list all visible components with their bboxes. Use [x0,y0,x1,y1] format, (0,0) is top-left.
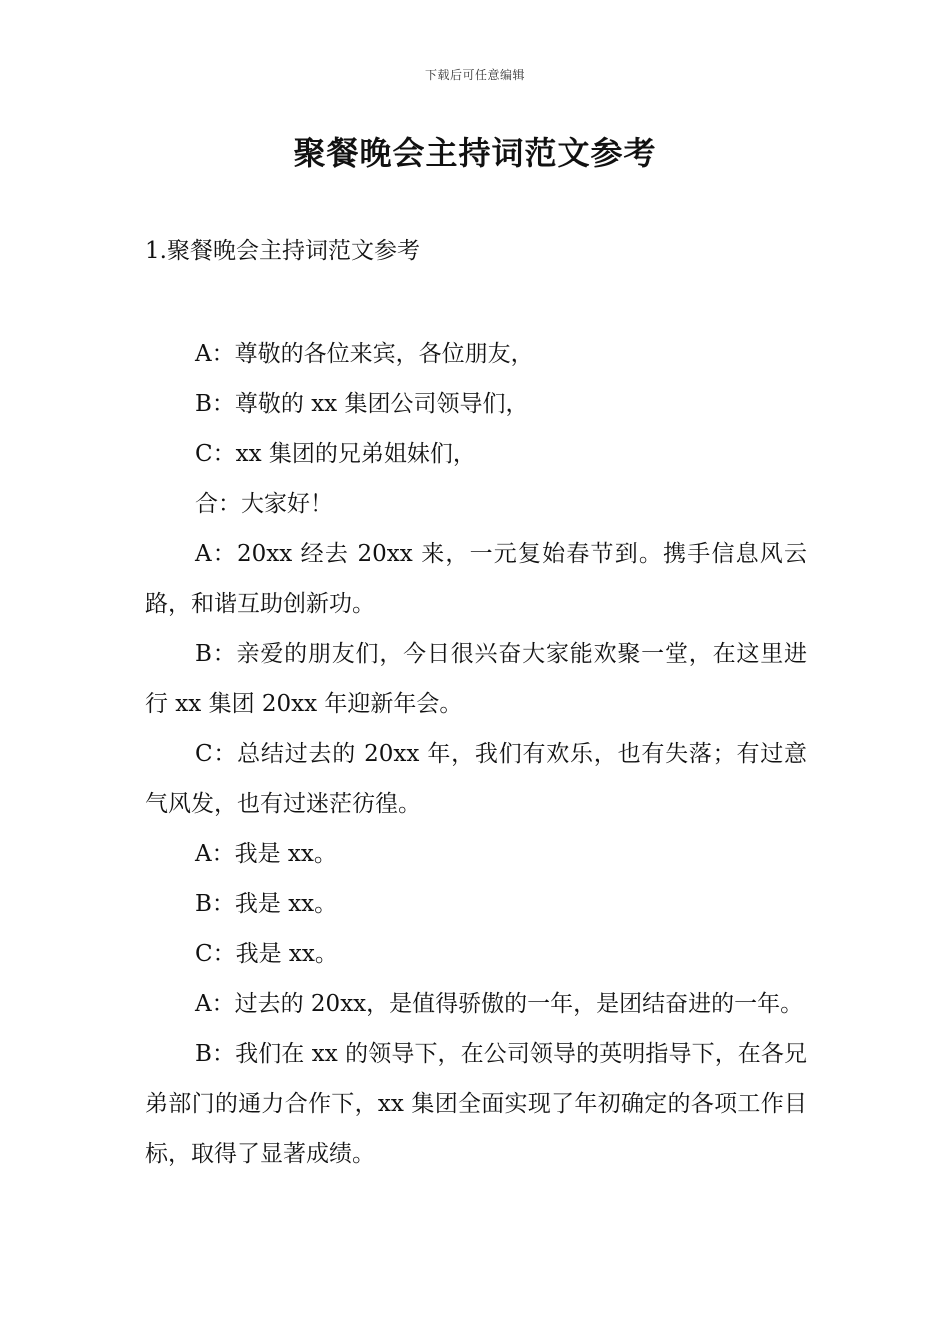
paragraph-2: B：尊敬的 xx 集团公司领导们， [195,391,529,417]
paragraph-9: B：我是 xx。 [195,891,338,917]
paragraph-10: C：我是 xx。 [195,941,338,967]
paragraph-1: A：尊敬的各位来宾，各位朋友， [195,341,534,367]
paragraph-8: A：我是 xx。 [195,841,337,867]
section-heading: 1.聚餐晚会主持词范文参考 [145,238,420,264]
document-title: 聚餐晚会主持词范文参考 [293,134,657,172]
paragraph-11: A：过去的 20xx，是值得骄傲的一年，是团结奋进的一年。 [195,991,804,1017]
paragraph-5: A：20xx 经去 20xx 来，一元复始春节到。携手信息风云路，和谐互助创新功。 [145,541,807,617]
paragraph-3: C：xx 集团的兄弟姐妹们， [195,441,476,467]
paragraph-12: B：我们在 xx 的领导下，在公司领导的英明指导下，在各兄弟部门的通力合作下，xx 集团全面实现了年初确定的各项工作目标，取得了显著成绩。 [145,1041,807,1167]
document-body [145,329,807,1179]
paragraph-6: B：亲爱的朋友们，今日很兴奋大家能欢聚一堂，在这里进行 xx 集团 20xx 年迎新年会。 [145,641,807,717]
paragraph-7: C：总结过去的 20xx 年，我们有欢乐，也有失落；有过意气风发，也有过迷茫彷徨。 [145,741,807,817]
paragraph-4: 合：大家好！ [195,491,333,517]
header-note: 下载后可任意编辑 [424,68,525,82]
